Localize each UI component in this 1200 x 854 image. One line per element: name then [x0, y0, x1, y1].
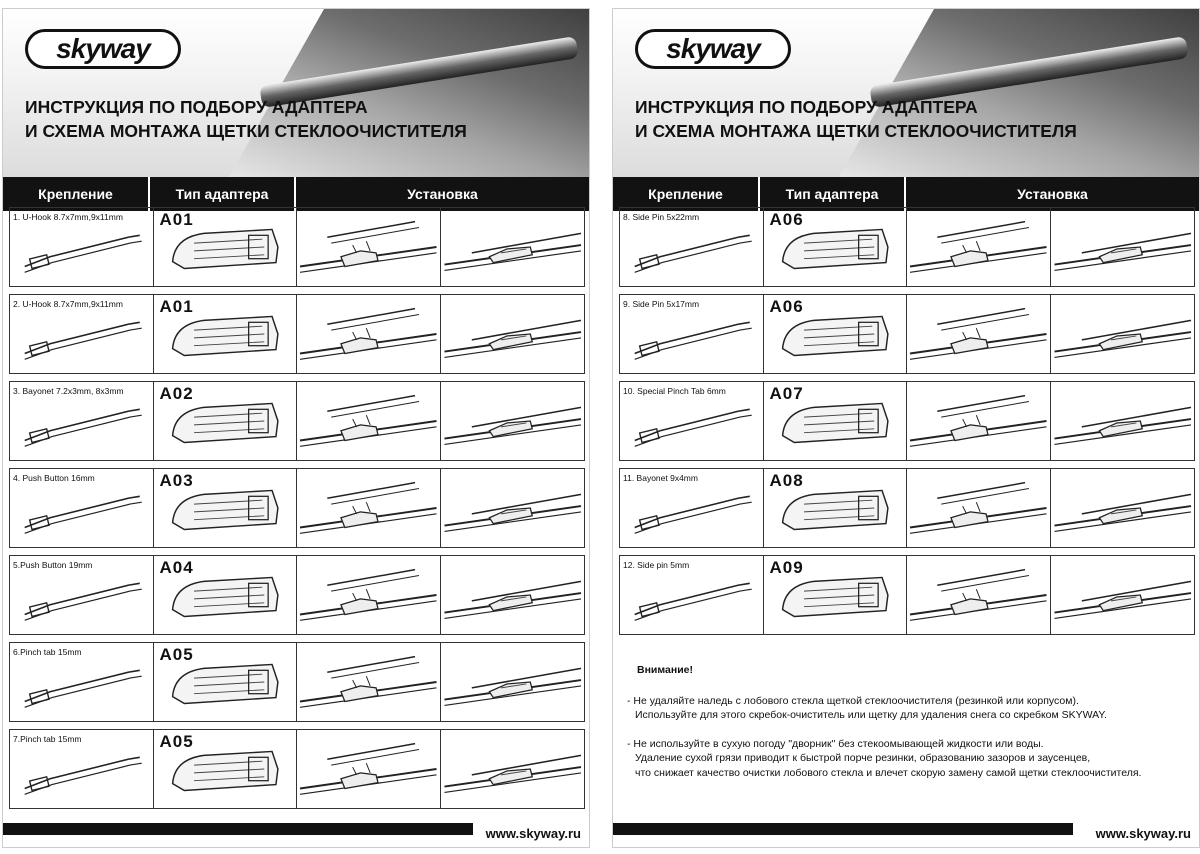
- install-step-1: [297, 556, 441, 634]
- mount-drawing: [10, 643, 153, 721]
- adapter-cell: [154, 469, 298, 547]
- install-step-2: [1051, 469, 1195, 547]
- mount-label: 1. U-Hook 8.7x7mm,9x11mm: [13, 212, 123, 222]
- install-step-1: [297, 730, 441, 808]
- mount-cell: [10, 295, 154, 373]
- mount-label: 2. U-Hook 8.7x7mm,9x11mm: [13, 299, 123, 309]
- install-step-2: [441, 730, 585, 808]
- install-step-1: [297, 208, 441, 286]
- adapter-cell: [764, 469, 908, 547]
- header-banner: [613, 9, 1199, 177]
- website-url[interactable]: www.skyway.ru: [478, 826, 581, 841]
- install-step-2: [441, 556, 585, 634]
- page-title: ИНСТРУКЦИЯ ПО ПОДБОРУ АДАПТЕРА И СХЕМА МОНТАЖА ЩЕТКИ СТЕКЛООЧИСТИТЕЛЯ: [25, 97, 467, 141]
- table-row: [619, 555, 1195, 635]
- install-step-1-drawing: [297, 556, 440, 634]
- adapter-drawing: [764, 295, 907, 373]
- mount-label: 9. Side Pin 5x17mm: [623, 299, 700, 309]
- install-step-2-drawing: [441, 382, 585, 460]
- install-step-1-drawing: [297, 382, 440, 460]
- install-step-2: [441, 295, 585, 373]
- install-step-2-drawing: [1051, 556, 1195, 634]
- mount-label: 11. Bayonet 9x4mm: [623, 473, 698, 483]
- install-step-2-drawing: [441, 469, 585, 547]
- adapter-drawing: [764, 469, 907, 547]
- mount-drawing: [10, 295, 153, 373]
- mount-cell: [10, 382, 154, 460]
- adapter-code: A08: [769, 471, 804, 490]
- left-page: [2, 8, 590, 848]
- header-install: Установка: [407, 186, 478, 202]
- mount-label: 6.Pinch tab 15mm: [13, 647, 82, 657]
- adapter-code: A04: [159, 558, 194, 577]
- table-header: [3, 177, 589, 211]
- install-step-1: [907, 208, 1051, 286]
- adapter-drawing: [154, 295, 297, 373]
- install-step-1: [907, 556, 1051, 634]
- adapter-cell: [764, 382, 908, 460]
- install-step-1-drawing: [907, 556, 1050, 634]
- header-adapter-type: Тип адаптера: [760, 177, 906, 211]
- adapter-code: A06: [769, 210, 804, 229]
- table-row: [9, 294, 585, 374]
- adapter-code: A02: [159, 384, 194, 403]
- adapter-cell: [154, 382, 298, 460]
- install-step-1-drawing: [297, 208, 440, 286]
- mount-cell: [10, 469, 154, 547]
- table-row: [619, 381, 1195, 461]
- mount-drawing: [10, 382, 153, 460]
- website-url[interactable]: www.skyway.ru: [1088, 826, 1191, 841]
- adapter-code: A03: [159, 471, 194, 490]
- adapter-code: A01: [159, 297, 194, 316]
- install-step-2-drawing: [441, 556, 585, 634]
- install-step-2-drawing: [441, 730, 585, 808]
- note-2-line-1: - Не используйте в сухую погоду "дворник" без стекоомывающей жидкости или воды.: [627, 737, 1044, 750]
- mount-drawing: [620, 556, 763, 634]
- adapter-drawing: [154, 556, 297, 634]
- table-row: [619, 294, 1195, 374]
- note-1-line-1: - Не удаляйте наледь с лобового стекла щеткой стеклоочистителя (резинкой или корпусом).: [627, 694, 1079, 707]
- mount-cell: [620, 382, 764, 460]
- skyway-logo: skyway: [635, 29, 791, 69]
- install-step-2-drawing: [1051, 382, 1195, 460]
- mount-label: 10. Special Pinch Tab 6mm: [623, 386, 726, 396]
- page-title: ИНСТРУКЦИЯ ПО ПОДБОРУ АДАПТЕРА И СХЕМА МОНТАЖА ЩЕТКИ СТЕКЛООЧИСТИТЕЛЯ: [635, 97, 1077, 141]
- adapter-cell: [154, 208, 298, 286]
- note-1-line-2: Используйте для этого скребок-очиститель или щетку для удаления снега со скребком SKYWAY.: [635, 709, 1107, 721]
- install-step-1: [907, 382, 1051, 460]
- mount-label: 12. Side pin 5mm: [623, 560, 690, 570]
- mount-cell: [10, 556, 154, 634]
- install-step-1: [297, 469, 441, 547]
- install-step-1: [907, 469, 1051, 547]
- footer-bar: [3, 823, 473, 835]
- mount-cell: [620, 469, 764, 547]
- mount-label: 8. Side Pin 5x22mm: [623, 212, 700, 222]
- table-row: [9, 555, 585, 635]
- install-step-1-drawing: [297, 295, 440, 373]
- adapter-code: A01: [159, 210, 194, 229]
- adapter-cell: [764, 295, 908, 373]
- adapter-cell: [154, 556, 298, 634]
- install-step-1-drawing: [297, 730, 440, 808]
- adapter-code: A05: [159, 645, 194, 664]
- install-step-1: [297, 295, 441, 373]
- adapter-drawing: [764, 556, 907, 634]
- mount-cell: [620, 295, 764, 373]
- header-mount: Крепление: [3, 177, 150, 211]
- install-step-2: [1051, 295, 1195, 373]
- adapter-drawing: [154, 208, 297, 286]
- adapter-cell: [154, 643, 298, 721]
- adapter-drawing: [764, 208, 907, 286]
- install-step-1: [907, 295, 1051, 373]
- right-page: [612, 8, 1200, 848]
- adapter-code: A05: [159, 732, 194, 751]
- adapter-drawing: [154, 382, 297, 460]
- adapter-drawing: [154, 730, 297, 808]
- warning-title: Внимание!: [637, 664, 693, 676]
- install-step-1: [297, 382, 441, 460]
- footer-bar: [613, 823, 1073, 835]
- install-step-2: [441, 469, 585, 547]
- table-row: [9, 729, 585, 809]
- install-step-2: [441, 208, 585, 286]
- adapter-cell: [154, 730, 298, 808]
- mount-drawing: [10, 208, 153, 286]
- mount-label: 5.Push Button 19mm: [13, 560, 93, 570]
- install-step-2-drawing: [441, 295, 585, 373]
- install-step-2-drawing: [1051, 208, 1195, 286]
- adapter-cell: [764, 208, 908, 286]
- mount-label: 4. Push Button 16mm: [13, 473, 95, 483]
- mount-cell: [620, 556, 764, 634]
- adapter-code: A06: [769, 297, 804, 316]
- skyway-logo: skyway: [25, 29, 181, 69]
- install-step-2: [1051, 556, 1195, 634]
- table-header: [613, 177, 1199, 211]
- install-step-2: [1051, 208, 1195, 286]
- note-2-line-3: что снижает качество очистки лобового стекла и влечет скорую замену самой щетки стеклоочистителя.: [635, 766, 1142, 779]
- mount-cell: [10, 643, 154, 721]
- mount-cell: [10, 208, 154, 286]
- header-banner: [3, 9, 589, 177]
- header-adapter-type: Тип адаптера: [150, 177, 296, 211]
- install-step-1: [297, 643, 441, 721]
- adapter-drawing: [154, 643, 297, 721]
- adapter-code: A09: [769, 558, 804, 577]
- table-row: [619, 207, 1195, 287]
- install-step-1-drawing: [907, 469, 1050, 547]
- adapter-cell: [764, 556, 908, 634]
- mount-label: 3. Bayonet 7.2x3mm, 8x3mm: [13, 386, 124, 396]
- install-step-2: [441, 643, 585, 721]
- adapter-code: A07: [769, 384, 804, 403]
- warning-notes: [623, 663, 1193, 780]
- adapter-cell: [154, 295, 298, 373]
- table-row: [9, 207, 585, 287]
- install-step-2-drawing: [1051, 469, 1195, 547]
- install-step-2: [441, 382, 585, 460]
- install-step-2-drawing: [441, 208, 585, 286]
- install-step-2-drawing: [441, 643, 585, 721]
- mount-cell: [620, 208, 764, 286]
- install-step-1-drawing: [297, 643, 440, 721]
- header-mount: Крепление: [613, 177, 760, 211]
- install-step-1-drawing: [907, 382, 1050, 460]
- mount-drawing: [620, 295, 763, 373]
- header-install: Установка: [1017, 186, 1088, 202]
- mount-drawing: [620, 469, 763, 547]
- adapter-drawing: [154, 469, 297, 547]
- mount-drawing: [10, 730, 153, 808]
- mount-drawing: [620, 382, 763, 460]
- mount-drawing: [10, 556, 153, 634]
- note-2-line-2: Удаление сухой грязи приводит к быстрой порче резинки, образованию зазоров и заусенцев,: [635, 752, 1091, 764]
- table-row: [9, 381, 585, 461]
- table-row: [9, 468, 585, 548]
- adapter-drawing: [764, 382, 907, 460]
- mount-drawing: [620, 208, 763, 286]
- mount-drawing: [10, 469, 153, 547]
- install-step-1-drawing: [297, 469, 440, 547]
- mount-cell: [10, 730, 154, 808]
- install-step-2-drawing: [1051, 295, 1195, 373]
- install-step-1-drawing: [907, 295, 1050, 373]
- install-step-2: [1051, 382, 1195, 460]
- table-row: [619, 468, 1195, 548]
- table-row: [9, 642, 585, 722]
- install-step-1-drawing: [907, 208, 1050, 286]
- mount-label: 7.Pinch tab 15mm: [13, 734, 82, 744]
